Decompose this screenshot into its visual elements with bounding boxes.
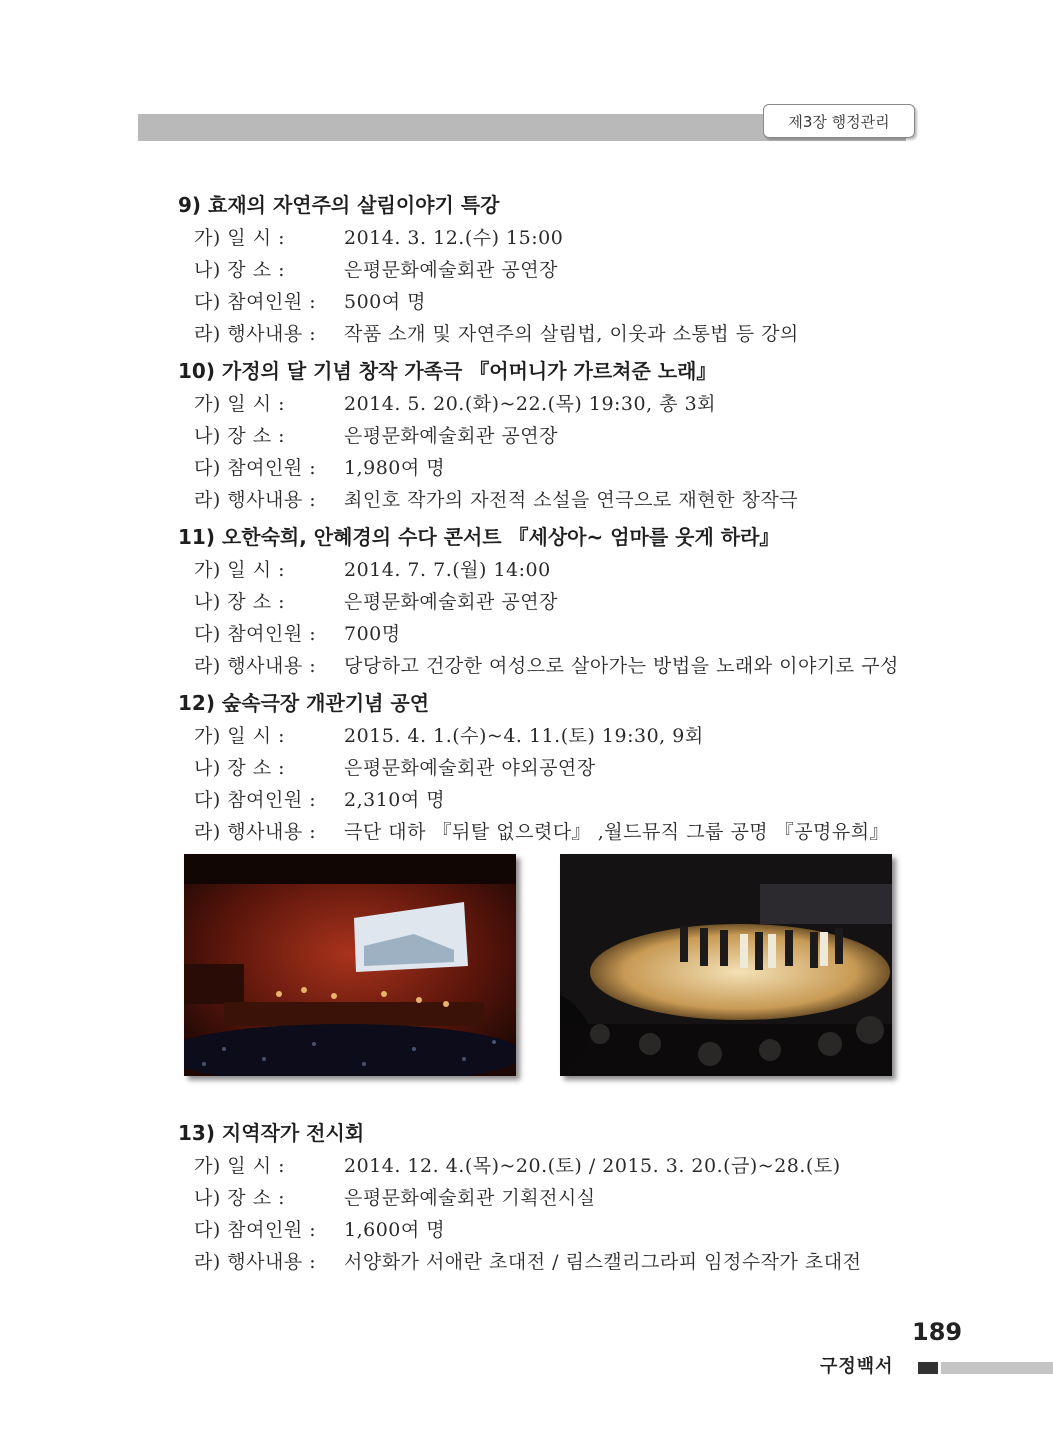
row-value: 700명 <box>344 623 401 645</box>
row-label: 라) 행사내용 : <box>194 655 317 677</box>
detail-row <box>178 484 938 516</box>
concert-stage-illustration <box>184 854 516 1076</box>
row-value: 은평문화예술회관 기획전시실 <box>344 1187 596 1209</box>
row-value: 은평문화예술회관 공연장 <box>344 591 558 613</box>
row-value: 1,980여 명 <box>344 457 446 479</box>
section-title: 9) 효재의 자연주의 살림이야기 특강 <box>178 193 500 217</box>
detail-row <box>178 286 938 318</box>
detail-row <box>178 586 938 618</box>
row-label: 가) 일 시 : <box>194 393 285 415</box>
detail-row <box>178 784 938 816</box>
section-title: 11) 오한숙희, 안혜경의 수다 콘서트 『세상아~ 엄마를 웃게 하라』 <box>178 525 780 549</box>
content <box>178 188 938 1282</box>
row-label: 다) 참여인원 : <box>194 1219 317 1241</box>
row-label: 가) 일 시 : <box>194 227 285 249</box>
photo-strip <box>178 854 938 1092</box>
row-value: 2,310여 명 <box>344 789 446 811</box>
theater-stage-photo <box>560 854 892 1076</box>
row-label: 다) 참여인원 : <box>194 457 317 479</box>
section-13 <box>178 1116 938 1278</box>
section-title: 12) 숲속극장 개관기념 공연 <box>178 691 430 715</box>
row-label: 라) 행사내용 : <box>194 323 317 345</box>
section-title: 13) 지역작가 전시회 <box>178 1121 365 1145</box>
detail-row <box>178 618 938 650</box>
section-title: 10) 가정의 달 기념 창작 가족극 『어머니가 가르쳐준 노래』 <box>178 359 717 383</box>
theater-stage-illustration <box>560 854 892 1076</box>
section-9 <box>178 188 938 350</box>
footer-bar-dark <box>918 1362 938 1374</box>
row-label: 라) 행사내용 : <box>194 821 317 843</box>
detail-row <box>178 254 938 286</box>
detail-row <box>178 452 938 484</box>
detail-row <box>178 222 938 254</box>
row-label: 나) 장 소 : <box>194 425 285 447</box>
row-value: 500여 명 <box>344 291 427 313</box>
concert-stage-photo <box>184 854 516 1076</box>
row-value: 당당하고 건강한 여성으로 살아가는 방법을 노래와 이야기로 구성 <box>344 655 899 677</box>
detail-row <box>178 420 938 452</box>
row-label: 가) 일 시 : <box>194 559 285 581</box>
detail-row <box>178 816 938 848</box>
row-label: 나) 장 소 : <box>194 757 285 779</box>
row-label: 나) 장 소 : <box>194 1187 285 1209</box>
row-value: 2014. 7. 7.(월) 14:00 <box>344 559 551 581</box>
detail-row <box>178 1182 938 1214</box>
footer-title: 구정백서 <box>820 1356 894 1377</box>
row-value: 은평문화예술회관 공연장 <box>344 425 558 447</box>
row-value: 서양화가 서애란 초대전 / 림스캘리그라피 임정수작가 초대전 <box>344 1251 862 1273</box>
row-value: 1,600여 명 <box>344 1219 446 1241</box>
row-value: 은평문화예술회관 공연장 <box>344 259 558 281</box>
row-label: 다) 참여인원 : <box>194 623 317 645</box>
detail-row <box>178 318 938 350</box>
detail-row <box>178 1246 938 1278</box>
row-value: 2014. 5. 20.(화)~22.(목) 19:30, 총 3회 <box>344 393 717 415</box>
row-label: 라) 행사내용 : <box>194 489 317 511</box>
row-value: 최인호 작가의 자전적 소설을 연극으로 재현한 창작극 <box>344 489 799 511</box>
row-label: 나) 장 소 : <box>194 591 285 613</box>
row-label: 나) 장 소 : <box>194 259 285 281</box>
section-10 <box>178 354 938 516</box>
row-value: 2015. 4. 1.(수)~4. 11.(토) 19:30, 9회 <box>344 725 704 747</box>
detail-row <box>178 554 938 586</box>
detail-row <box>178 1214 938 1246</box>
row-label: 다) 참여인원 : <box>194 291 317 313</box>
row-value: 2014. 12. 4.(목)~20.(토) / 2015. 3. 20.(금)~28.(토) <box>344 1155 841 1177</box>
row-value: 극단 대하 『뒤탈 없으렷다』 ,월드뮤직 그룹 공명 『공명유희』 <box>344 821 890 843</box>
row-value: 2014. 3. 12.(수) 15:00 <box>344 227 564 249</box>
section-11 <box>178 520 938 682</box>
detail-row <box>178 1150 938 1182</box>
section-12 <box>178 686 938 848</box>
page-number: 189 <box>912 1318 963 1346</box>
row-label: 가) 일 시 : <box>194 1155 285 1177</box>
row-label: 라) 행사내용 : <box>194 1251 317 1273</box>
detail-row <box>178 650 938 682</box>
row-value: 작품 소개 및 자연주의 살림법, 이웃과 소통법 등 강의 <box>344 323 799 345</box>
detail-row <box>178 752 938 784</box>
detail-row <box>178 388 938 420</box>
footer-bar-light <box>941 1362 1053 1374</box>
row-value: 은평문화예술회관 야외공연장 <box>344 757 596 779</box>
row-label: 가) 일 시 : <box>194 725 285 747</box>
row-label: 다) 참여인원 : <box>194 789 317 811</box>
chapter-tab: 제3장 행정관리 <box>763 104 915 138</box>
detail-row <box>178 720 938 752</box>
